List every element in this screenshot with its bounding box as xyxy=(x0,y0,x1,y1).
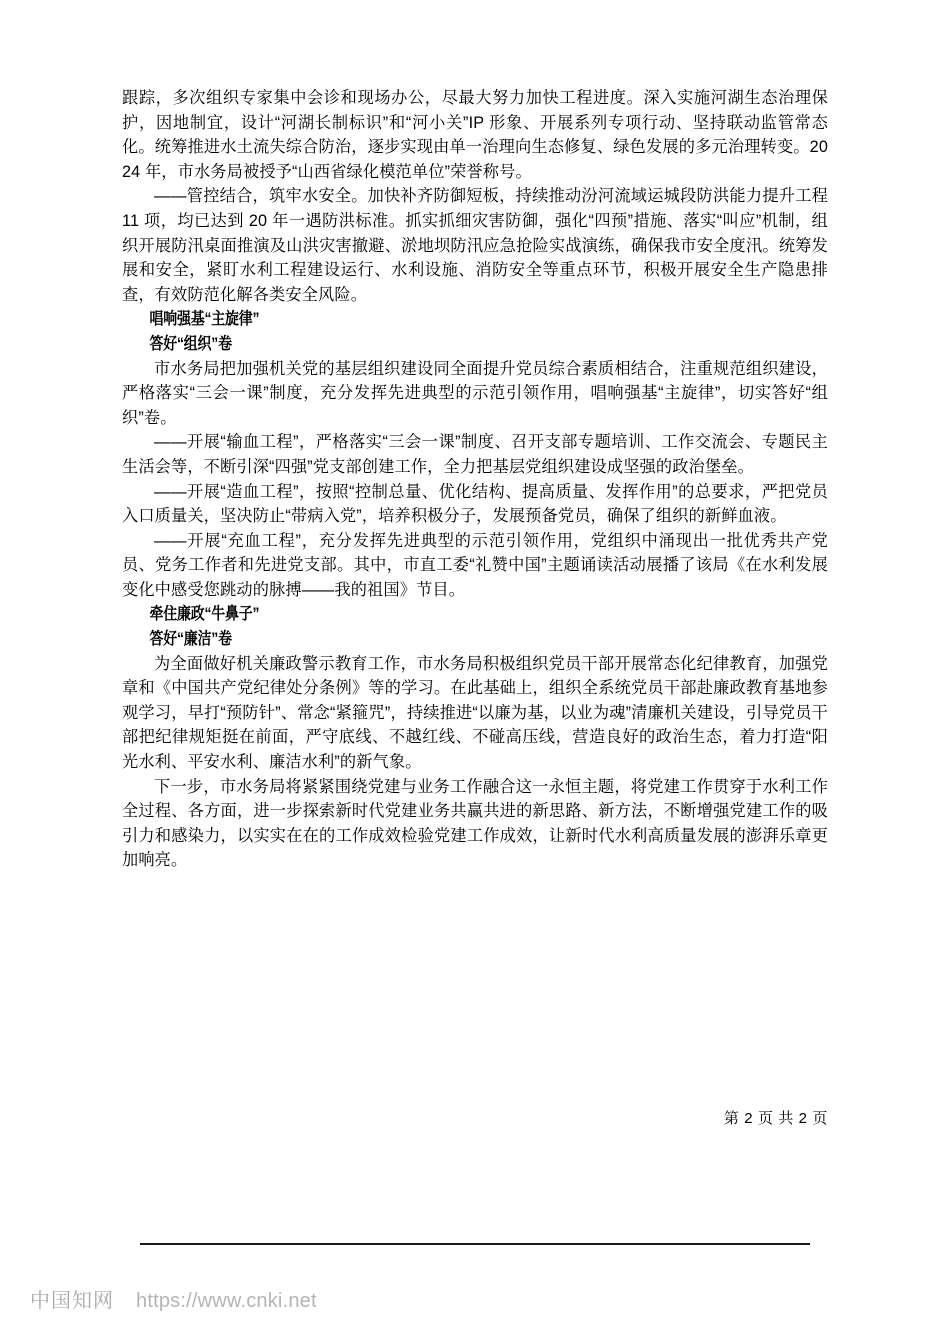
body-paragraph: 市水务局把加强机关党的基层组织建设同全面提升党员综合素质相结合，注重规范组织建设，严格落实“三会一课”制度，充分发挥先进典型的示范引领作用，唱响强基“主旋律”，切实答好“组织”卷。 xyxy=(122,359,828,427)
document-body-text xyxy=(122,86,828,873)
footer-divider-rule xyxy=(140,1243,810,1245)
cnki-watermark xyxy=(30,1284,317,1313)
body-paragraph: 跟踪，多次组织专家集中会诊和现场办公，尽最大努力加快工程进度。深入实施河湖生态治理保护，因地制宜，设计“河湖长制标识”和“河小关”IP 形象、开展系列专项行动、坚持联动监管常态化。统筹推进水土流失综合防治，逐步实现由单一治理向生态修复、绿色发展的多元治理转变。2024 年，市水务局被授予“山西省绿化模范单位”荣誉称号。 xyxy=(122,89,828,181)
section-subheading: 答好“组织”卷 xyxy=(149,334,232,353)
section-subheading: 答好“廉洁”卷 xyxy=(149,630,232,649)
cnki-url: https://www.cnki.net xyxy=(136,1290,317,1312)
body-paragraph: ——开展“充血工程”，充分发挥先进典型的示范引领作用，党组织中涌现出一批优秀共产党员、党务工作者和先进党支部。其中，市直工委“礼赞中国”主题诵读活动展播了该局《在水利发展变化中感受您跳动的脉搏——我的祖国》节目。 xyxy=(122,531,828,599)
body-paragraph: ——开展“输血工程”，严格落实“三会一课”制度、召开支部专题培训、工作交流会、专题民主生活会等，不断引深“四强”党支部创建工作，全力把基层党组织建设成坚强的政治堡垒。 xyxy=(122,433,828,476)
cnki-site-name: 中国知网 xyxy=(30,1290,114,1312)
body-paragraph: 下一步，市水务局将紧紧围绕党建与业务工作融合这一永恒主题，将党建工作贯穿于水利工作全过程、各方面，进一步探索新时代党建业务共赢共进的新思路、新方法，不断增强党建工作的吸引力和感染力，以实实在在的工作成效检验党建工作成效，让新时代水利高质量发展的澎湃乐章更加响亮。 xyxy=(122,777,828,870)
page-number-footer: 第 2 页 共 2 页 xyxy=(723,1110,828,1127)
body-paragraph: 为全面做好机关廉政警示教育工作，市水务局积极组织党员干部开展常态化纪律教育，加强党章和《中国共产党纪律处分条例》等的学习。在此基础上，组织全系统党员干部赴廉政教育基地参观学习，早打“预防针”、常念“紧箍咒”，持续推进“以廉为基，以业为魂”清廉机关建设，引导党员干部把纪律规矩挺在前面，严守底线、不越红线、不碰高压线，营造良好的政治生态，着力打造“阳光水利、平安水利、廉洁水利”的新气象。 xyxy=(122,654,828,772)
section-subheading: 牵住廉政“牛鼻子” xyxy=(149,605,260,624)
body-paragraph: ——管控结合，筑牢水安全。加快补齐防御短板，持续推动汾河流域运城段防洪能力提升工程 11 项，均已达到 20 年一遇防洪标准。抓实抓细灾害防御，强化“四预”措施、落实“叫应”机制，组织开展防汛桌面推演及山洪灾害撤避、淤地坝防汛应急抢险实战演练，确保我市安全度汛。统筹发展和安全，紧盯水利工程建设运行、水利设施、消防安全等重点环节，积极开展安全生产隐患排查，有效防范化解各类安全风险。 xyxy=(122,187,828,304)
body-paragraph: ——开展“造血工程”，按照“控制总量、优化结构、提高质量、发挥作用”的总要求，严把党员入口质量关，坚决防止“带病入党”，培养积极分子，发展预备党员，确保了组织的新鲜血液。 xyxy=(122,482,828,526)
section-subheading: 唱响强基“主旋律” xyxy=(149,310,260,329)
